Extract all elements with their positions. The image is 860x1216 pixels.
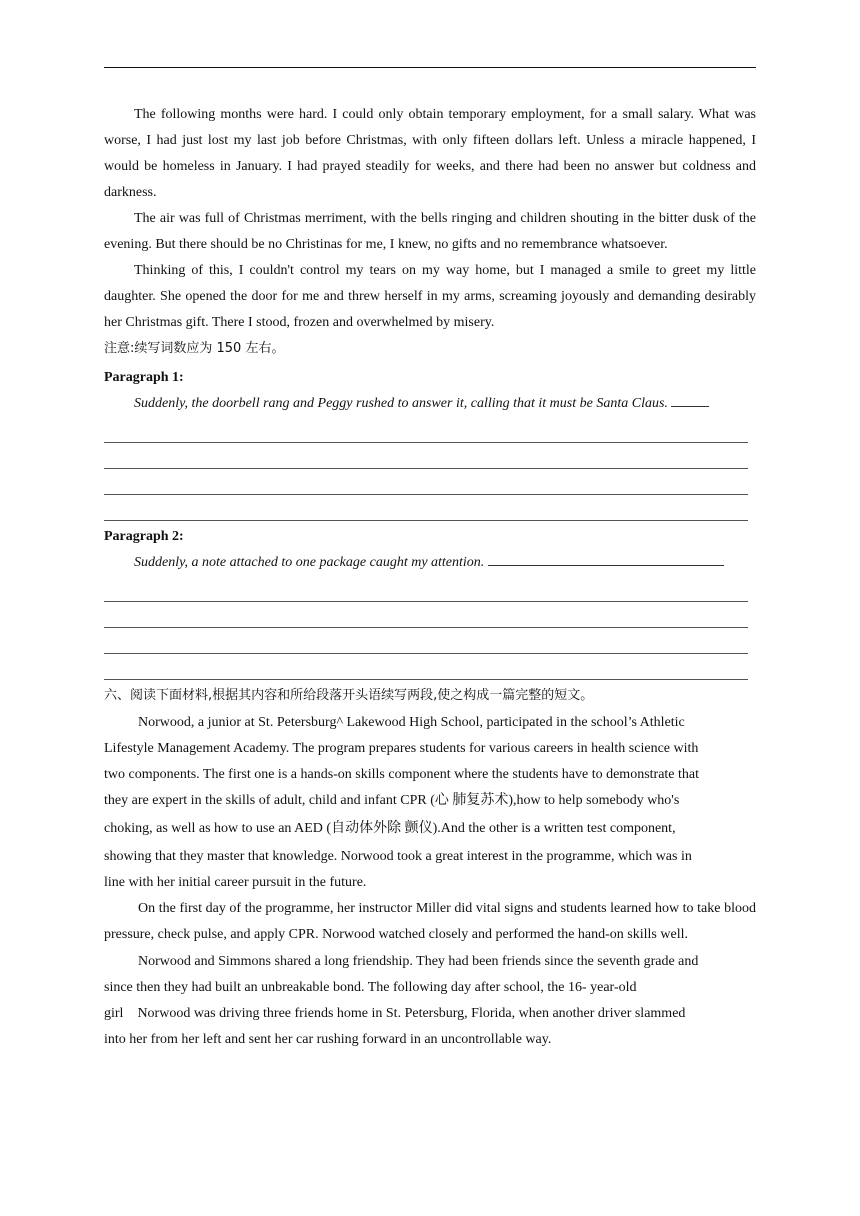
paragraph-2-prompt-text: Suddenly, a note attached to one package caught my attention.	[134, 555, 485, 570]
section-6-paragraph-3	[104, 949, 756, 1053]
answer-line[interactable]	[104, 417, 748, 443]
text-line: Norwood, a junior at St. Petersburg^ Lakewood High School, participated in the school’s Athletic	[138, 715, 685, 730]
text-line: showing that they master that knowledge. Norwood took a great interest in the programme, which was in	[104, 849, 692, 864]
paragraph-2-prompt	[104, 550, 756, 576]
text-line: girl Norwood was driving three friends home in St. Petersburg, Florida, when another driver slammed	[104, 1005, 686, 1021]
paragraph-1-prompt	[104, 391, 756, 417]
text-line: since then they had built an unbreakable bond. The following day after school, the 16- year-old	[104, 979, 637, 995]
section-6-paragraph-1	[104, 710, 756, 896]
answer-line[interactable]	[104, 654, 748, 680]
text-line: two components. The first one is a hands-on skills component where the students have to demonstrate that	[104, 767, 700, 782]
answer-line[interactable]	[104, 495, 748, 521]
paragraph-1-label: Paragraph 1:	[104, 370, 184, 385]
text-line: Norwood and Simmons shared a long friendship. They had been friends since the seventh grade and	[138, 953, 699, 969]
answer-line[interactable]	[104, 469, 748, 495]
text-line: line with her initial career pursuit in the future.	[104, 875, 367, 890]
text-line: into her from her left and sent her car rushing forward in an uncontrollable way.	[104, 1031, 552, 1047]
word-count-note: 注意:续写词数应为 150 左右。	[104, 341, 285, 356]
answer-line[interactable]	[104, 443, 748, 469]
text-line: choking, as well as how to use an AED (自动体外除 颤仪).And the other is a written test component,	[104, 821, 676, 836]
section-6-title: 六、阅读下面材料,根据其内容和所给段落开头语续写两段,使之构成一篇完整的短文。	[104, 688, 594, 703]
answer-blank-inline[interactable]	[671, 392, 709, 407]
text-line: they are expert in the skills of adult, child and infant CPR (心 肺复苏术),how to help somebody who's	[104, 793, 680, 808]
story-paragraph-2: The air was full of Christmas merriment, with the bells ringing and children shouting in the bitter dusk of the evening. But there should be no Christinas for me, I knew, no gifts and no remembrance whatsoever.	[104, 211, 756, 252]
text-line: Lifestyle Management Academy. The program prepares students for various careers in health science with	[104, 741, 699, 756]
answer-line[interactable]	[104, 628, 748, 654]
story-paragraph-1: The following months were hard. I could only obtain temporary employment, for a small salary. What was worse, I had just lost my last job before Christmas, with only fifteen dollars left. Unless a miracle happened, I would be homeless in January. I had prayed steadily for weeks, and there had been no answer but coldness and darkness.	[104, 107, 756, 200]
header-rule	[104, 67, 756, 68]
answer-line[interactable]	[104, 602, 748, 628]
answer-line[interactable]	[104, 576, 748, 602]
section-6-paragraph-2: On the first day of the programme, her instructor Miller did vital signs and students learned how to take blood pressure, check pulse, and apply CPR. Norwood watched closely and performed the hand-on skills well.	[104, 901, 756, 943]
paragraph-2-label: Paragraph 2:	[104, 529, 184, 544]
document-body	[104, 102, 756, 1053]
story-paragraph-3: Thinking of this, I couldn't control my tears on my way home, but I managed a smile to greet my little daughter. She opened the door for me and threw herself in my arms, screaming joyously and demanding desirably her Christmas gift. There I stood, frozen and overwhelmed by misery.	[104, 263, 756, 330]
paragraph-1-prompt-text: Suddenly, the doorbell rang and Peggy rushed to answer it, calling that it must be Santa Claus.	[134, 396, 668, 411]
answer-blank-inline[interactable]	[488, 551, 724, 566]
